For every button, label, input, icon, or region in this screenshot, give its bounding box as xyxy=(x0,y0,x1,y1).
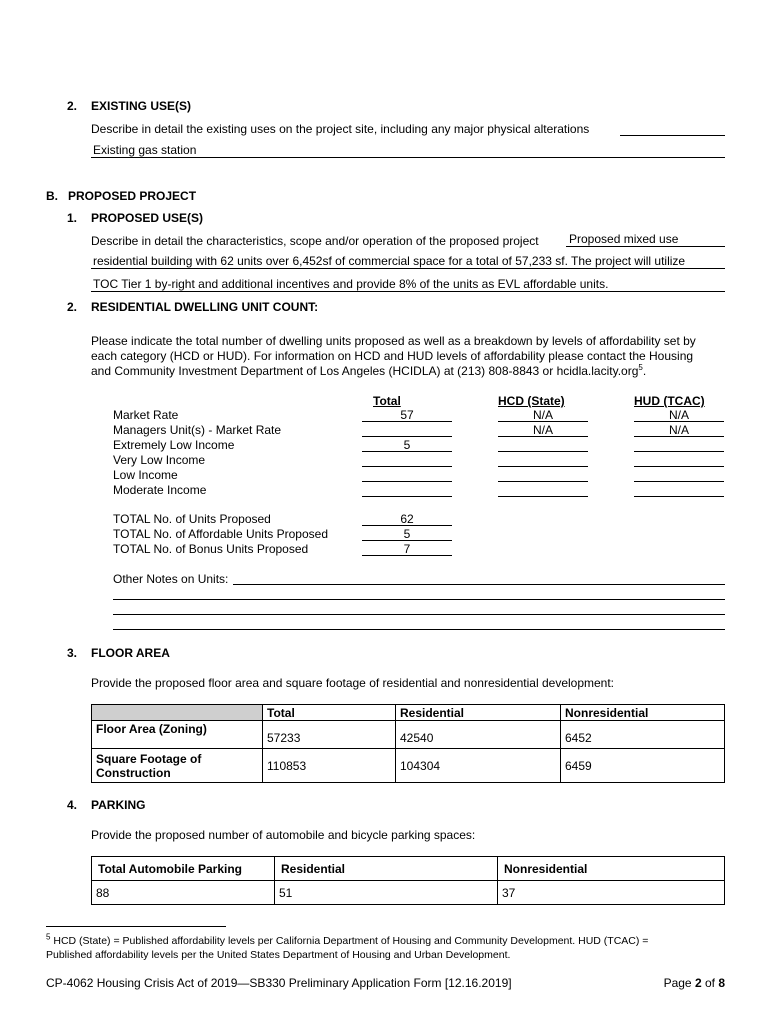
unit-row-hud-line xyxy=(634,451,724,452)
existing-use-line-1 xyxy=(620,135,725,136)
proposed-use-line-2 xyxy=(91,268,725,269)
unit-row-label: Moderate Income xyxy=(113,483,207,497)
unit-row-label: Very Low Income xyxy=(113,453,206,467)
parking-residential-value[interactable]: 51 xyxy=(275,881,498,905)
parking-col-total: Total Automobile Parking xyxy=(92,857,275,881)
unit-row-hud-line xyxy=(634,496,724,497)
total-row-value[interactable]: 7 xyxy=(403,542,411,556)
unit-row-hcd-line xyxy=(498,496,588,497)
unit-row-hcd-field[interactable]: N/A xyxy=(532,423,553,437)
parking-table xyxy=(91,856,725,905)
floor-area-corner xyxy=(92,705,263,721)
b4-title: PARKING xyxy=(91,798,146,812)
total-row-value[interactable]: 5 xyxy=(403,527,411,541)
other-notes-label: Other Notes on Units: xyxy=(113,572,229,586)
total-row-label: TOTAL No. of Units Proposed xyxy=(113,512,271,526)
other-notes-line-3 xyxy=(113,614,725,615)
floor-area-total-value[interactable]: 57233 xyxy=(263,721,396,749)
footnote-ref: 5 xyxy=(638,363,643,372)
unit-row-label: Low Income xyxy=(113,468,178,482)
floor-area-col-total: Total xyxy=(263,705,396,721)
b2-number: 2. xyxy=(67,300,78,314)
unit-row-total-line xyxy=(362,436,452,437)
proposed-use-line-1 xyxy=(566,246,725,247)
unit-count-para-3-text: and Community Investment Department of Los Angeles (HCIDLA) at (213) 808-8843 or hcidla.lacity.org xyxy=(91,364,639,378)
unit-row-total-line xyxy=(362,496,452,497)
proposed-use-field-3[interactable]: TOC Tier 1 by-right and additional incentives and provide 8% of the units as EVL affordable units. xyxy=(93,277,609,291)
sq-footage-total-value[interactable]: 110853 xyxy=(263,749,396,783)
footer-form-title: CP-4062 Housing Crisis Act of 2019—SB330 Preliminary Application Form [12.16.2019] xyxy=(46,976,512,990)
total-row-label: TOTAL No. of Bonus Units Proposed xyxy=(113,542,309,556)
existing-use-field[interactable]: Existing gas station xyxy=(93,143,197,157)
unit-row-label: Market Rate xyxy=(113,408,179,422)
parking-total-value[interactable]: 88 xyxy=(92,881,275,905)
section-2-title: EXISTING USE(S) xyxy=(91,99,192,113)
b3-title: FLOOR AREA xyxy=(91,646,170,660)
unit-count-para-3-end: . xyxy=(642,364,647,378)
unit-row-hud-line xyxy=(634,481,724,482)
b1-title: PROPOSED USE(S) xyxy=(91,211,204,225)
parking-col-residential: Residential xyxy=(275,857,498,881)
unit-row-total-line xyxy=(362,481,452,482)
page-mid: of xyxy=(701,976,719,990)
unit-row-hcd-field[interactable]: N/A xyxy=(532,408,553,422)
floor-area-col-residential: Residential xyxy=(396,705,561,721)
total-row-value[interactable]: 62 xyxy=(400,512,414,526)
page-prefix: Page xyxy=(663,976,695,990)
unit-row-total-field[interactable]: 5 xyxy=(403,438,411,452)
footer-page-number xyxy=(664,976,725,990)
floor-area-nonresidential-value[interactable]: 6452 xyxy=(561,721,725,749)
unit-row-hcd-line xyxy=(498,481,588,482)
parking-prompt: Provide the proposed number of automobile and bicycle parking spaces: xyxy=(91,828,476,842)
footnote-line-2: Published affordability levels per the United States Department of Housing and Urban Development. xyxy=(46,949,511,961)
total-row-line xyxy=(362,525,452,526)
sq-footage-label xyxy=(92,749,263,783)
proposed-use-line-3 xyxy=(91,291,725,292)
col-header-total: Total xyxy=(373,394,401,408)
floor-area-zoning-label: Floor Area (Zoning) xyxy=(92,721,263,749)
unit-row-total-line xyxy=(362,421,452,422)
existing-use-prompt: Describe in detail the existing uses on the project site, including any major physical alterations xyxy=(91,122,590,136)
other-notes-line-1 xyxy=(233,584,725,585)
sq-footage-nonresidential-value[interactable]: 6459 xyxy=(561,749,725,783)
b4-number: 4. xyxy=(67,798,78,812)
total-row-line xyxy=(362,540,452,541)
unit-row-label: Extremely Low Income xyxy=(113,438,235,452)
unit-row-hud-line xyxy=(634,466,724,467)
proposed-use-field-2[interactable]: residential building with 62 units over 6,452sf of commercial space for a total of 57,233 sf. The project will utilize xyxy=(93,254,686,268)
section-b-letter: B. xyxy=(46,189,58,203)
floor-area-table xyxy=(91,704,725,783)
proposed-use-prompt: Describe in detail the characteristics, scope and/or operation of the proposed project xyxy=(91,234,539,248)
sq-footage-label-2: Construction xyxy=(96,765,171,780)
floor-area-prompt: Provide the proposed floor area and square footage of residential and nonresidential development: xyxy=(91,676,615,690)
other-notes-line-4 xyxy=(113,629,725,630)
unit-count-para-3 xyxy=(91,364,646,378)
unit-count-para-1: Please indicate the total number of dwelling units proposed as well as a breakdown by levels of affordability set by xyxy=(91,334,696,348)
col-header-hud: HUD (TCAC) xyxy=(634,394,705,408)
existing-use-line-2 xyxy=(91,157,725,158)
footnote-line-1 xyxy=(46,932,649,947)
parking-col-nonresidential: Nonresidential xyxy=(498,857,725,881)
other-notes-line-2 xyxy=(113,599,725,600)
footnote-marker: 5 xyxy=(46,932,51,942)
parking-nonresidential-value[interactable]: 37 xyxy=(498,881,725,905)
footnote-text-1: HCD (State) = Published affordability levels per California Department of Housing and Community Development. HUD (TCAC) = xyxy=(50,935,649,947)
total-row-line xyxy=(362,555,452,556)
b3-number: 3. xyxy=(67,646,78,660)
sq-footage-label-1: Square Footage of xyxy=(96,751,202,766)
col-header-hcd: HCD (State) xyxy=(498,394,565,408)
unit-row-hcd-line xyxy=(498,466,588,467)
unit-row-total-field[interactable]: 57 xyxy=(400,408,414,422)
page-current: 2 xyxy=(694,976,702,990)
unit-row-hud-line xyxy=(634,421,724,422)
unit-row-hud-field[interactable]: N/A xyxy=(668,423,689,437)
unit-row-label: Managers Unit(s) - Market Rate xyxy=(113,423,282,437)
unit-row-hcd-line xyxy=(498,451,588,452)
floor-area-col-nonresidential: Nonresidential xyxy=(561,705,725,721)
total-row-label: TOTAL No. of Affordable Units Proposed xyxy=(113,527,329,541)
floor-area-residential-value[interactable]: 42540 xyxy=(396,721,561,749)
unit-row-total-line xyxy=(362,466,452,467)
unit-count-para-2: each category (HCD or HUD). For information on HCD and HUD levels of affordability please contact the Housing xyxy=(91,349,694,363)
unit-row-hud-field[interactable]: N/A xyxy=(668,408,689,422)
sq-footage-residential-value[interactable]: 104304 xyxy=(396,749,561,783)
section-2-number: 2. xyxy=(67,99,78,113)
footnote-divider xyxy=(46,926,226,927)
b1-number: 1. xyxy=(67,211,78,225)
unit-row-total-line xyxy=(362,451,452,452)
page-total: 8 xyxy=(718,976,725,990)
b2-title: RESIDENTIAL DWELLING UNIT COUNT: xyxy=(91,300,319,314)
unit-row-hud-line xyxy=(634,436,724,437)
proposed-use-field-1[interactable]: Proposed mixed use xyxy=(569,232,679,246)
section-b-title: PROPOSED PROJECT xyxy=(68,189,197,203)
unit-row-hcd-line xyxy=(498,421,588,422)
unit-row-hcd-line xyxy=(498,436,588,437)
